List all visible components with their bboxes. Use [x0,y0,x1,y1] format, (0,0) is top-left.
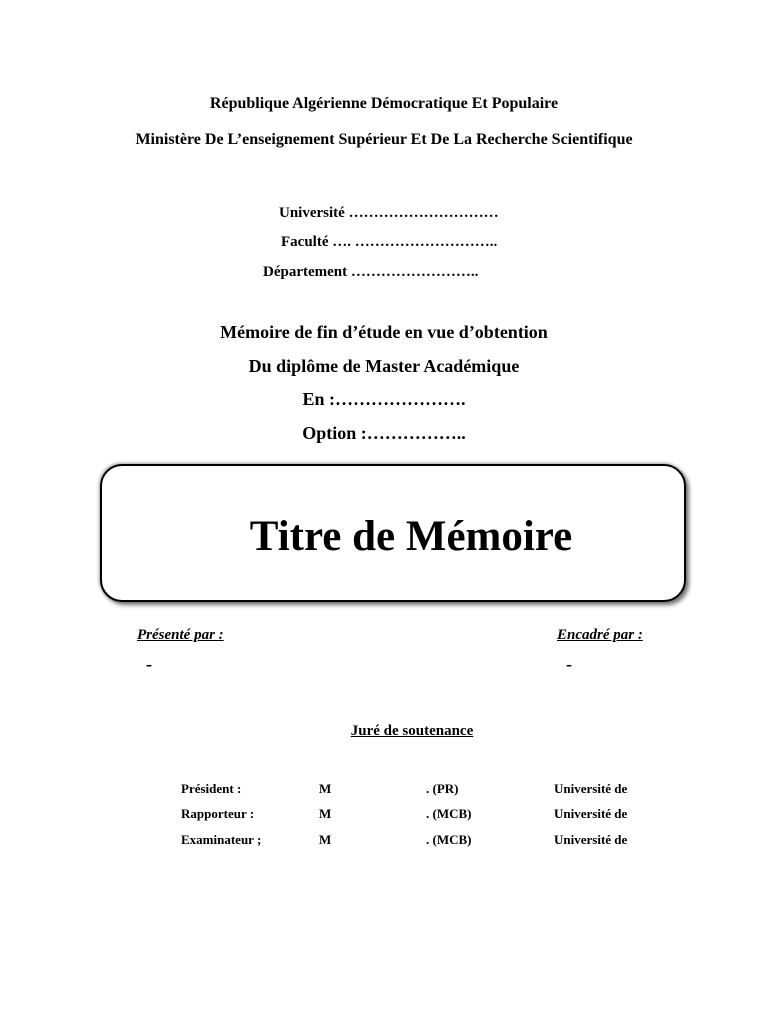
title-frame [100,464,686,602]
option-line: Option :…………….. [302,423,466,443]
field-line: En :…………………. [302,389,466,409]
memoir-line-2: Du diplôme de Master Académique [248,356,520,376]
department-line: Département …………………….. [263,264,479,280]
faculty-line: Faculté …. ……………………….. [281,234,498,250]
supervised-by-value: - [566,654,572,674]
jury-university: Université de [554,832,628,847]
ministry-heading: Ministère De L’enseignement Supérieur Et De La Recherche Scientifique [135,131,633,148]
jury-heading: Juré de soutenance [350,723,474,739]
jury-university: Université de [554,781,628,796]
presented-by-value: - [146,654,152,674]
presented-by-label: Présenté par : [137,627,224,643]
jury-name: M [319,781,332,796]
memoir-line-1: Mémoire de fin d’étude en vue d’obtention [220,322,548,342]
jury-grade: . (MCB) [426,806,472,821]
jury-name: M [319,806,332,821]
republic-heading: République Algérienne Démocratique Et Populaire [209,95,559,112]
jury-role: Président : [181,781,242,796]
university-line: Université ………………………… [279,205,499,221]
jury-name: M [319,832,332,847]
jury-grade: . (MCB) [426,832,472,847]
jury-role: Examinateur ; [181,832,262,847]
jury-role: Rapporteur : [181,806,255,821]
jury-university: Université de [554,806,628,821]
supervised-by-label: Encadré par : [557,627,643,643]
memoir-title: Titre de Mémoire [249,513,573,560]
jury-grade: . (PR) [426,781,459,796]
